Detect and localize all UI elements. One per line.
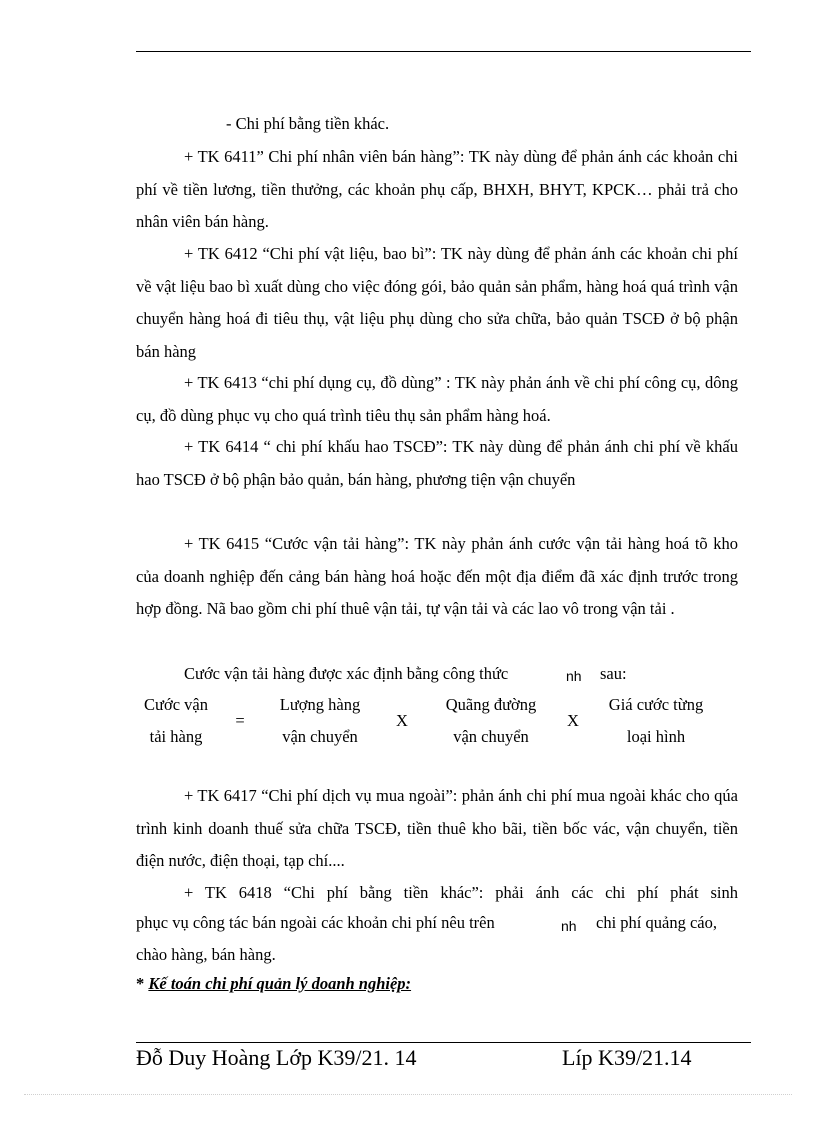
formula-term-cuoc-van-line1: Cước vận — [144, 695, 208, 714]
bullet-line-other-cash-costs: - Chi phí bằng tiền khác. — [226, 114, 390, 133]
footer-class: Líp K39/21.14 — [562, 1045, 692, 1070]
paragraph-tk6411: + TK 6411” Chi phí nhân viên bán hàng”: TK này dùng để phản ánh các khoản chi phí về tiền lương, tiền thưởng, các khoản phụ cấp, BHXH, BHYT, KPCK… phải trả cho nhân viên bán hàng. — [136, 147, 738, 231]
paragraph-tk6413: + TK 6413 “chi phí dụng cụ, đồ dùng” : TK này phản ánh về chi phí công cụ, dông cụ, đồ dùng phục vụ cho quá trình tiêu thụ sản phẩm hàng hoá. — [136, 373, 738, 425]
formula-term-quang-duong-line1: Quãng đường — [445, 695, 537, 714]
formula-term-quang-duong-line2: vận chuyển — [453, 727, 529, 746]
formula-times-1: X — [396, 711, 408, 730]
formula-term-luong-hang-line1: Lượng hàng — [279, 695, 361, 714]
formula-term-gia-cuoc-line1: Giá cước từng — [608, 695, 704, 714]
formula-intro: Cước vận tải hàng được xác định bằng công thức — [184, 664, 509, 683]
paragraph-tk6414: + TK 6414 “ chi phí khấu hao TSCĐ”: TK này dùng để phản ánh chi phí về khấu hao TSCĐ ở bộ phận bảo quản, bán hàng, phương tiện vận chuyển — [136, 437, 738, 489]
formula-term-gia-cuoc-line2: loại hình — [626, 727, 686, 746]
paragraph-tk6418-line2-pre: phục vụ công tác bán ngoài các khoản chi phí nêu trên — [136, 913, 495, 932]
header-rule — [136, 51, 751, 52]
formula-equals: = — [235, 711, 245, 730]
heading-star: * — [136, 974, 145, 993]
paragraph-tk6418-line2-post: chi phí quảng cáo, — [596, 913, 717, 932]
formula-times-2: X — [567, 711, 579, 730]
formula-intro-sau: sau: — [600, 664, 627, 683]
paragraph-tk6418-line1: + TK 6418 “Chi phí bằng tiền khác”: phải ánh các chi phí phát sinh — [184, 883, 738, 902]
paragraph-tk6417: + TK 6417 “Chi phí dịch vụ mua ngoài”: phản ánh chi phí mua ngoài khác cho qúa trình kinh doanh thuế sửa chữa TSCĐ, tiền thuê kho bãi, tiền bốc vác, vận chuyển, tiền điện nước, điện thoại, tạp chí.... — [136, 786, 738, 870]
formula-term-luong-hang-line2: vận chuyển — [282, 727, 358, 746]
paragraph-tk6418-line3: chào hàng, bán hàng. — [136, 945, 276, 964]
formula-term-cuoc-van-line2: tải hàng — [149, 727, 203, 746]
section-heading — [136, 974, 411, 994]
formula-nh-mark: nh — [566, 668, 582, 684]
paragraph-tk6415: + TK 6415 “Cước vận tải hàng”: TK này phản ánh cước vận tải hàng hoá tõ kho của doanh nghiệp đến cảng bán hàng hoá hoặc đến một địa điểm đã xác định trước trong hợp đồng. Nã bao gồm chi phí thuê vận tải, tự vận tải và các lao vô trong vận tải . — [136, 534, 738, 618]
footer-rule — [136, 1042, 751, 1043]
heading-text: Kế toán chi phí quản lý doanh nghiệp: — [148, 974, 412, 993]
paragraph-tk6418-nh-mark: nh — [561, 918, 577, 934]
page-bottom-dotted-rule — [24, 1094, 792, 1095]
paragraph-tk6412: + TK 6412 “Chi phí vật liệu, bao bì”: TK này dùng để phản ánh các khoản chi phí về vật liệu bao bì xuất dùng cho việc đóng gói, bảo quản sản phẩm, hàng hoá quá trình vận chuyển hàng hoá đi tiêu thụ, vật liệu phụ dùng cho sửa chữa, bảo quản TSCĐ ở bộ phận bán hàng — [136, 244, 738, 361]
footer-author: Đỗ Duy Hoàng Lớp K39/21. 14 — [136, 1045, 417, 1070]
